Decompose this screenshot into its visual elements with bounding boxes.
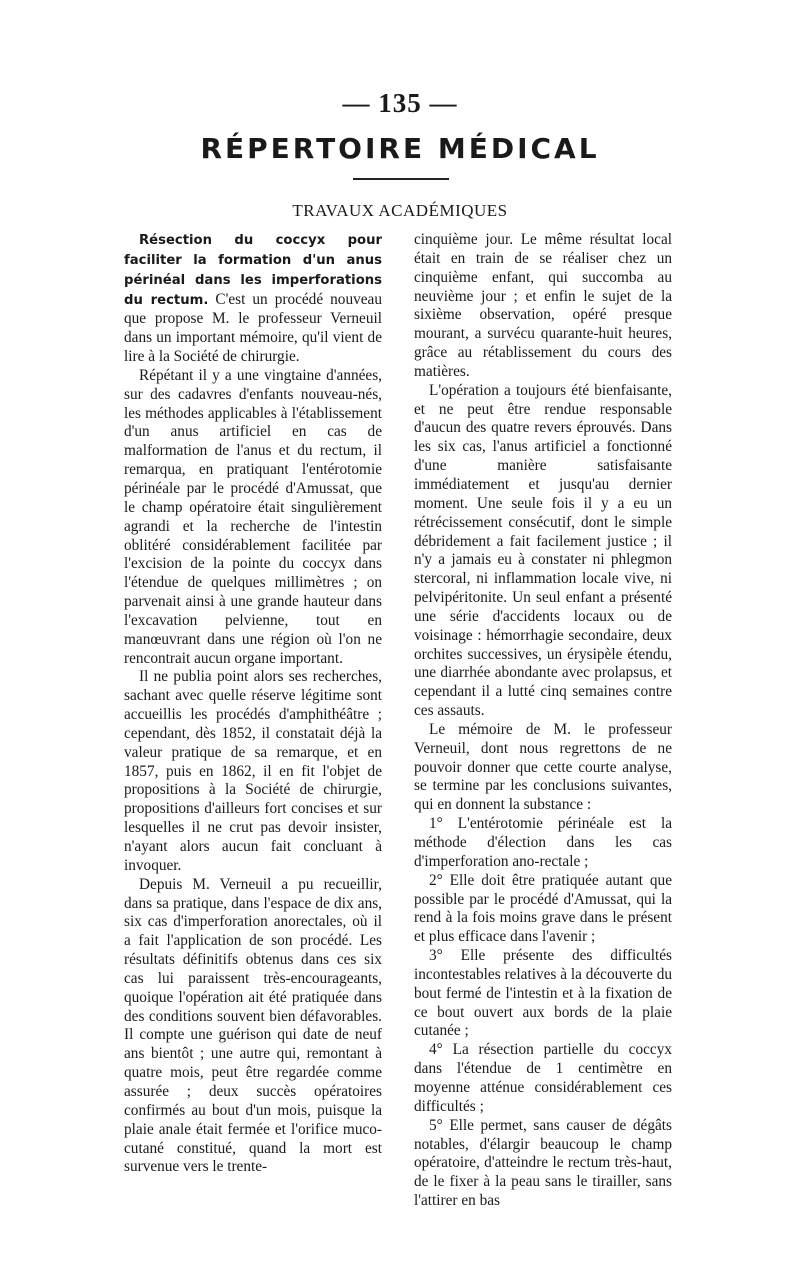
conclusion-item: 4° La résection partielle du coccyx dans l'étendue de 1 centimètre en moyenne atténue considérablement ces difficultés ; (414, 1041, 672, 1115)
paragraph: Depuis M. Verneuil a pu recueillir, dans sa pratique, dans l'espace de dix ans, six cas d'imperforation anorectales, où il a fait l'application de son procédé. Les résultats définitifs obtenus dans ces six cas lui paraissent très-encourageants, quoique l'opération ait été pratiquée dans des conditions souvent bien défavorables. Il compte une guérison qui date de neuf ans bientôt ; une autre qui, remontant à quatre mois, peut être regardée comme assurée ; deux succès opératoires confirmés au bout d'un mois, puisque la plaie anale était fermée et l'orifice muco-cutané constitué, quand la mort est survenue vers le trente- (124, 875, 382, 1176)
conclusion-item: 5° Elle permet, sans causer de dégâts notables, d'élargir beaucoup le champ opératoire, d'atteindre le rectum très-haut, de le fixer à la peau sans le tirailler, sans l'attirer en bas (414, 1116, 672, 1210)
page-title: RÉPERTOIRE MÉDICAL (200, 132, 600, 165)
left-column (124, 231, 382, 1177)
right-column (414, 231, 672, 1211)
paragraph-text: C'est un procédé nouveau que propose M. le professeur Verneuil dans un important mémoire, qu'il vient de lire à la Société de chirurgie. (124, 290, 382, 366)
conclusion-item: 1° L'entérotomie périnéale est la méthode d'élection dans les cas d'imperforation ano-rectale ; (414, 815, 672, 870)
page-number: — 135 — (342, 88, 458, 118)
section-title: TRAVAUX ACADÉMIQUES (292, 201, 508, 220)
title-rule (353, 178, 449, 180)
paragraph: Répétant il y a une vingtaine d'années, sur des cadavres d'enfants nouveau-nés, les méthodes applicables à l'établissement d'un anus artificiel en cas de malformation de l'anus et du rectum, il remarqua, en pratiquant l'entérotomie périnéale par le procédé d'Amussat, que le champ opératoire était singulièrement agrandi et la recherche de l'intestin oblitéré considérablement facilitée par l'excision de la pointe du coccyx dans l'étendue de quelques millimètres ; on parvenait ainsi à une grande hauteur dans l'excavation pelvienne, tout en manœuvrant dans une région où l'on ne rencontrait aucun organe important. (124, 366, 382, 667)
article-heading: Résection du coccyx pour faciliter la formation d'un anus périnéal dans les imperforations du rectum. (124, 233, 382, 308)
paragraph: L'opération a toujours été bienfaisante, et ne peut être rendue responsable d'aucun des quatre revers éprouvés. Dans les six cas, l'anus artificiel a fonctionné d'une manière satisfaisante immédiatement et jusqu'au dernier moment. Une seule fois il y a eu un rétrécissement consécutif, dont le simple débridement a fait facilement justice ; il n'y a jamais eu à constater ni phlegmon stercoral, ni inflammation locale vive, ni pelvipéritonite. Un seul enfant a présenté une série d'accidents locaux ou de voisinage : hémorrhagie secondaire, deux orchites successives, un érysipèle étendu, une diarrhée abondante avec prolapsus, et cependant il a lutté cinq semaines contre ces assauts. (414, 381, 672, 720)
conclusion-item: 2° Elle doit être pratiquée autant que possible par le procédé d'Amussat, qui la rend à la fois moins grave dans le présent et plus efficace dans l'avenir ; (414, 871, 672, 946)
conclusion-item: 3° Elle présente des difficultés incontestables relatives à la découverte du bout fermé de l'intestin et à la fixation de ce bout ouvert aux bords de la plaie cutanée ; (414, 947, 672, 1040)
paragraph: Le mémoire de M. le professeur Verneuil, dont nous regrettons de ne pouvoir donner que cette courte analyse, se termine par les conclusions suivantes, qui en donnent la substance : (414, 720, 672, 814)
paragraph: cinquième jour. Le même résultat local était en train de se réaliser chez un cinquième enfant, qui succomba au neuvième jour ; et enfin le sujet de la sixième observation, opéré presque mourant, a survécu quarante-huit heures, grâce au rétablissement du cours des matières. (414, 231, 672, 380)
article-first-paragraph (124, 231, 382, 367)
paragraph: Il ne publia point alors ses recherches, sachant avec quelle réserve légitime sont accueillis les procédés d'amphithéâtre ; cependant, dès 1852, il constatait déjà la valeur pratique de sa remarque, et en 1857, puis en 1862, il en fit l'objet de propositions à la Société de chirurgie, propositions d'ailleurs fort concises et sur lesquelles il ne crut pas devoir insister, n'ayant alors aucun fait concluant à invoquer. (124, 668, 382, 874)
